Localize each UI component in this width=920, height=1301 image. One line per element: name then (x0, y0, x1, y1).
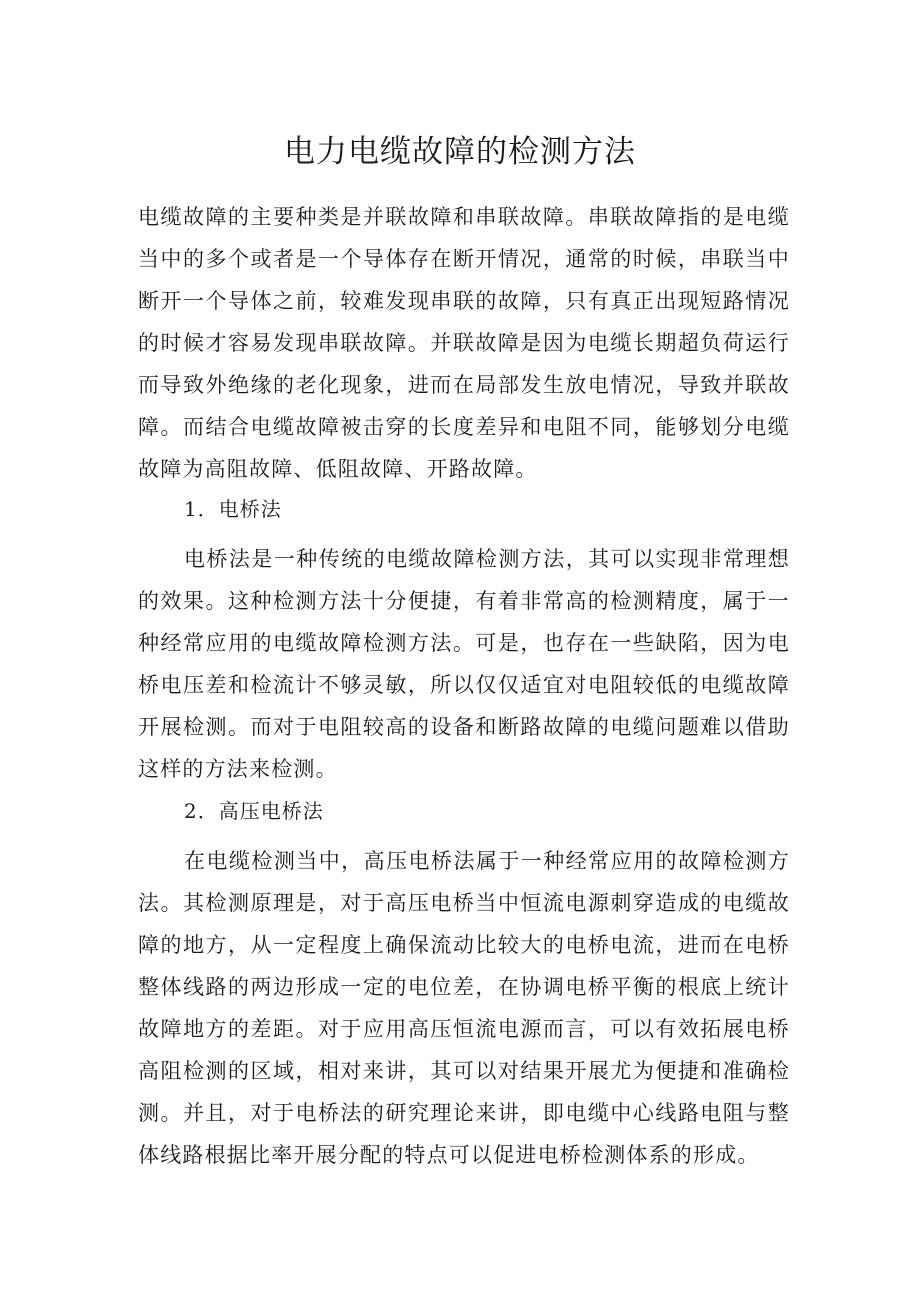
section-heading-bridge-method: 1．电桥法 (184, 497, 282, 521)
bridge-method-paragraph: 电桥法是一种传统的电缆故障检测方法，其可以实现非常理想的效果。这种检测方法十分便捷，有着非常高的检测精度，属于一种经常应用的电缆故障检测方法。可是，也存在一些缺陷，因为电桥电压差和检流计不够灵敏，所以仅仅适宜对电阻较低的电缆故障开展检测。而对于电阻较高的设备和断路故障的电缆问题难以借助这样的方法来检测。 (138, 547, 790, 781)
high-voltage-bridge-paragraph: 在电缆检测当中，高压电桥法属于一种经常应用的故障检测方法。其检测原理是，对于高压电桥当中恒流电源刺穿造成的电缆故障的地方，从一定程度上确保流动比较大的电桥电流，进而在电桥整体线路的两边形成一定的电位差，在协调电桥平衡的根底上统计故障地方的差距。对于应用高压恒流电源而言，可以有效拓展电桥高阻检测的区域，相对来讲，其可以对结果开展尤为便捷和准确检测。并且，对于电桥法的研究理论来讲，即电缆中心线路电阻与整体线路根据比率开展分配的特点可以促进电桥检测体系的形成。 (138, 849, 790, 1167)
intro-paragraph: 电缆故障的主要种类是并联故障和串联故障。串联故障指的是电缆当中的多个或者是一个导体存在断开情况，通常的时候，串联当中断开一个导体之前，较难发现串联的故障，只有真正出现短路情况的时候才容易发现串联故障。并联故障是因为电缆长期超负荷运行而导致外绝缘的老化现象，进而在局部发生放电情况，导致并联故障。而结合电缆故障被击穿的长度差异和电阻不同，能够划分电缆故障为高阻故障、低阻故障、开路故障。 (138, 205, 790, 481)
document-title: 电力电缆故障的检测方法 (284, 134, 636, 170)
section-heading-high-voltage-bridge-method: 2．高压电桥法 (184, 799, 324, 823)
